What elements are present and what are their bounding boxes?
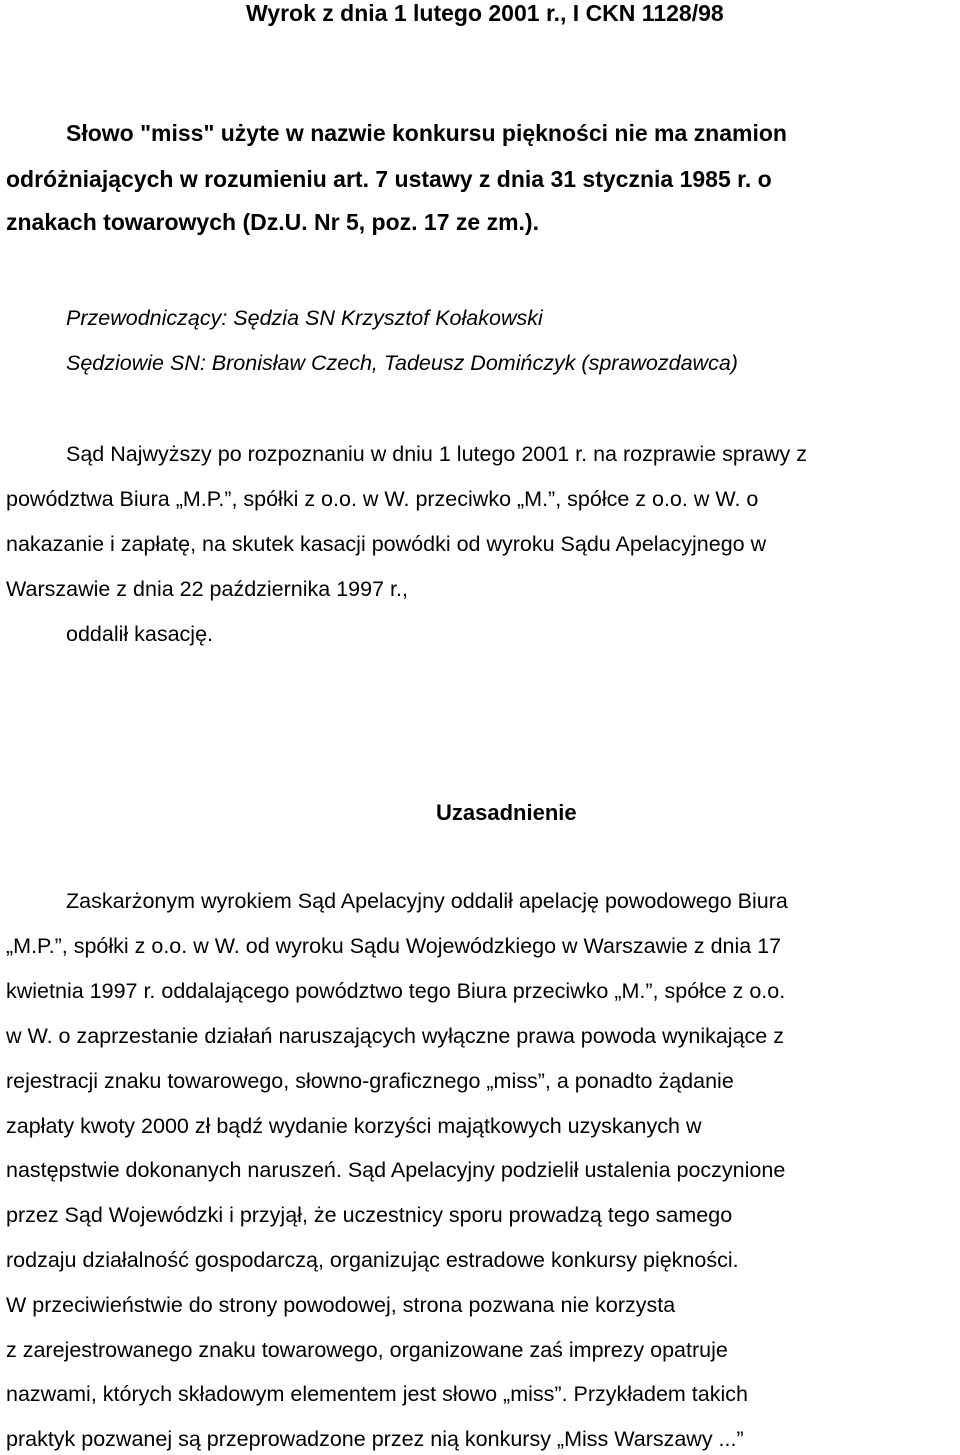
document-title: Wyrok z dnia 1 lutego 2001 r., I CKN 1128/98: [246, 0, 724, 26]
justification-line-3: kwietnia 1997 r. oddalającego powództwo tego Biura przeciwko „M.”, spółce z o.o.: [6, 979, 786, 1003]
ruling-decision: oddalił kasację.: [66, 622, 214, 646]
ruling-line-2: powództwa Biura „M.P.”, spółki z o.o. w W. przeciwko „M.”, spółce z o.o. w W. o: [6, 487, 759, 511]
justification-line-2: „M.P.”, spółki z o.o. w W. od wyroku Sądu Wojewódzkiego w Warszawie z dnia 17: [6, 934, 782, 958]
bench-judges: Sędziowie SN: Bronisław Czech, Tadeusz Domińczyk (sprawozdawca): [66, 351, 738, 375]
justification-line-7: następstwie dokonanych naruszeń. Sąd Apelacyjny podzielił ustalenia poczynione: [6, 1158, 786, 1182]
justification-line-10: W przeciwieństwie do strony powodowej, strona pozwana nie korzysta: [6, 1293, 676, 1317]
justification-line-13: praktyk pozwanej są przeprowadzone przez nią konkursy „Miss Warszawy ...”: [6, 1427, 744, 1451]
justification-line-8: przez Sąd Wojewódzki i przyjął, że uczestnicy sporu prowadzą tego samego: [6, 1203, 733, 1227]
bench-chairman: Przewodniczący: Sędzia SN Krzysztof Kołakowski: [66, 306, 543, 330]
justification-heading: Uzasadnienie: [436, 800, 577, 825]
ruling-line-3: nakazanie i zapłatę, na skutek kasacji powódki od wyroku Sądu Apelacyjnego w: [6, 532, 767, 556]
justification-line-9: rodzaju działalność gospodarczą, organizując estradowe konkursy piękności.: [6, 1248, 739, 1272]
thesis-line-3: znakach towarowych (Dz.U. Nr 5, poz. 17 ze zm.).: [6, 209, 539, 235]
justification-line-1: Zaskarżonym wyrokiem Sąd Apelacyjny oddalił apelację powodowego Biura: [66, 889, 788, 913]
thesis-line-1: Słowo "miss" użyte w nazwie konkursu piękności nie ma znamion: [66, 120, 787, 146]
ruling-line-4: Warszawie z dnia 22 października 1997 r.,: [6, 577, 408, 601]
ruling-line-1: Sąd Najwyższy po rozpoznaniu w dniu 1 lutego 2001 r. na rozprawie sprawy z: [66, 442, 807, 466]
justification-line-11: z zarejestrowanego znaku towarowego, organizowane zaś imprezy opatruje: [6, 1338, 728, 1362]
justification-line-12: nazwami, których składowym elementem jest słowo „miss”. Przykładem takich: [6, 1382, 748, 1406]
thesis-line-2: odróżniających w rozumieniu art. 7 ustawy z dnia 31 stycznia 1985 r. o: [6, 166, 772, 192]
justification-line-5: rejestracji znaku towarowego, słowno-graficznego „miss”, a ponadto żądanie: [6, 1069, 734, 1093]
justification-line-4: w W. o zaprzestanie działań naruszających wyłączne prawa powoda wynikające z: [6, 1024, 784, 1048]
justification-line-6: zapłaty kwoty 2000 zł bądź wydanie korzyści majątkowych uzyskanych w: [6, 1114, 702, 1138]
